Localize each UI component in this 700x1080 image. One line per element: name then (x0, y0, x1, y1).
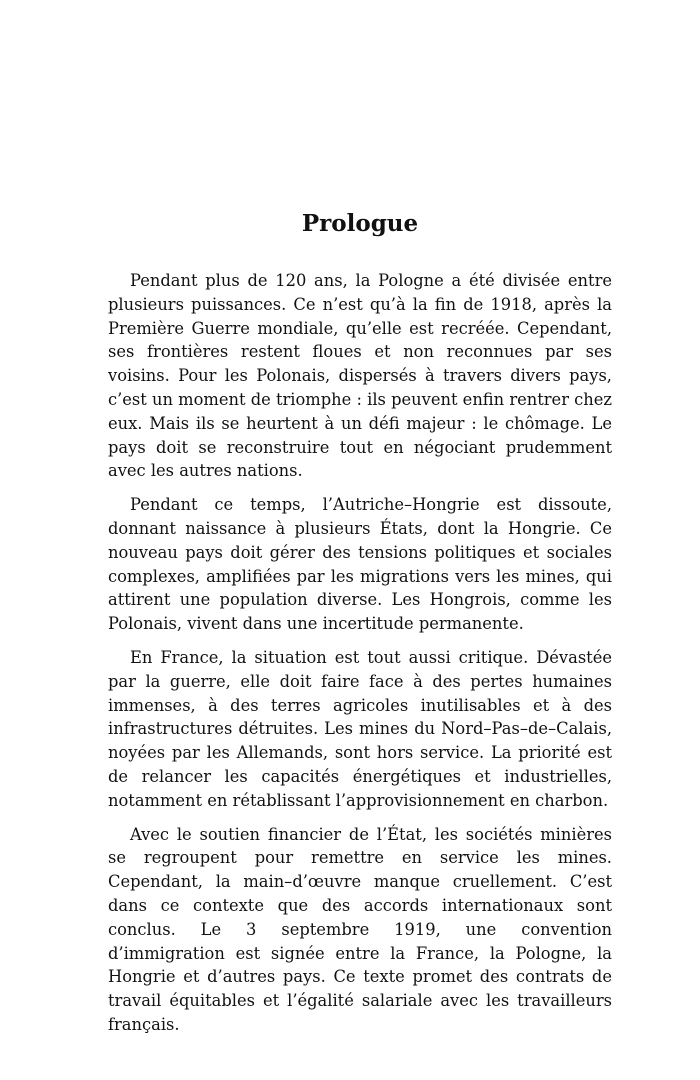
chapter-body (108, 269, 612, 1037)
book-page (108, 0, 612, 1047)
paragraph-3: En France, la situation est tout aussi critique. Dévastée par la guerre, elle doit faire face à des pertes humaines immenses, à des terres agricoles inutilisables et à des infrastructures détruites. Les mines du Nord–Pas–de–Calais, noyées par les Allemands, sont hors service. La priorité est de relancer les capacités énergétiques et industrielles, notamment en rétablissant l’approvisionnement en charbon. (108, 647, 612, 810)
paragraph-2: Pendant ce temps, l’Autriche–Hongrie est dissoute, donnant naissance à plusieurs États, dont la Hongrie. Ce nouveau pays doit gérer des tensions politiques et sociales complexes, amplifiées par les migrations vers les mines, qui attirent une population diverse. Les Hongrois, comme les Polonais, vivent dans une incertitude permanente. (108, 495, 612, 634)
chapter-title: Prologue (301, 210, 419, 237)
paragraph-1: Pendant plus de 120 ans, la Pologne a été divisée entre plusieurs puissances. Ce n’est qu’à la fin de 1918, après la Première Guerre mondiale, qu’elle est recréée. Cependant, ses frontières restent floues et non reconnues par ses voisins. Pour les Polonais, dispersés à travers divers pays, c’est un moment de triomphe : ils peuvent enfin rentrer chez eux. Mais ils se heurtent à un défi majeur : le chômage. Le pays doit se reconstruire tout en négociant prudemment avec les autres nations. (108, 271, 612, 481)
paragraph-4: Avec le soutien financier de l’État, les sociétés minières se regroupent pour remettre en service les mines. Cependant, la main–d’œuvre manque cruellement. C’est dans ce contexte que des accords internationaux sont conclus. Le 3 septembre 1919, une convention d’immigration est signée entre la France, la Pologne, la Hongrie et d’autres pays. Ce texte promet des contrats de travail équitables et l’égalité salariale avec les travailleurs français. (108, 824, 612, 1034)
